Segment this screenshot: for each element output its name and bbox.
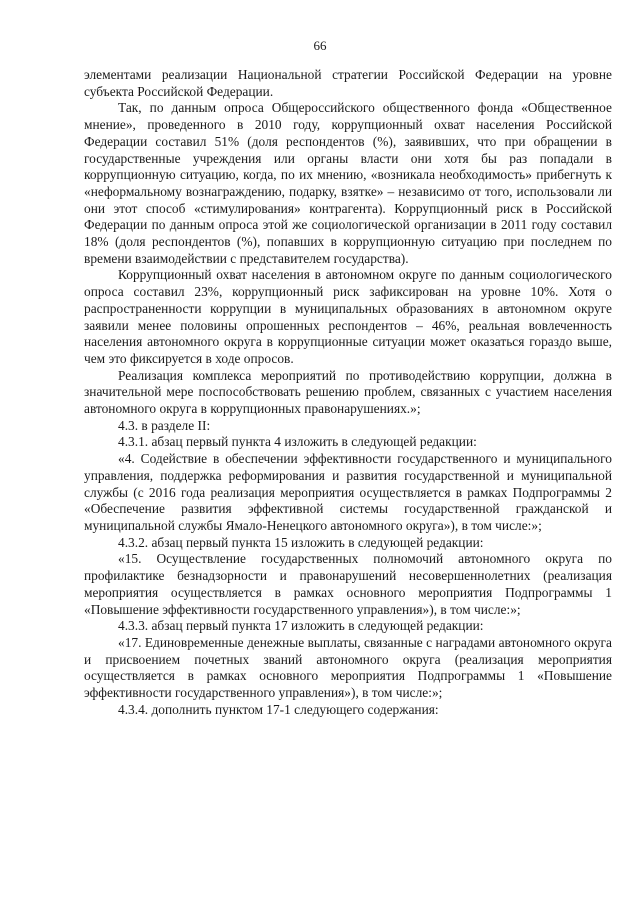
document-body (84, 67, 612, 718)
paragraph-section-4-3-3: 4.3.3. абзац первый пункта 17 изложить в следующей редакции: (118, 618, 484, 634)
paragraph-item-4-text: «4. Содействие в обеспечении эффективности государственного и муниципального управления, поддержка реформирования и развития государственной и муниципальной службы (с 2016 года реализация мероприятия осуществляется в рамках Подпрограммы 2 «Обеспечение развития эффективной системы государственной гражданской и муниципальной службы Ямало-Ненецкого автономного округа»), в том числе:»; (84, 451, 612, 533)
paragraph-strategy-continuation: элементами реализации Национальной стратегии Российской Федерации на уровне субъекта Российской Федерации. (84, 67, 612, 99)
paragraph-measures-implementation: Реализация комплекса мероприятий по противодействию коррупции, должна в значительной мере поспособствовать решению проблем, связанных с участием населения автономного округа в коррупционных правонарушениях.»; (84, 367, 612, 417)
paragraph-corruption-survey-2010: Так, по данным опроса Общероссийского общественного фонда «Общественное мнение», проведенного в 2010 году, коррупционный охват населения Российской Федерации составил 51% (доля респондентов (%), заявивших, что при обращении в государственные учреждения или органы власти они хотя бы раз попадали в коррупционную ситуацию, когда, по их мнению, «возникала необходимость» прибегнуть к «неформальному вознаграждению, подарку, взятке» – независимо от того, использовали ли они этот способ «стимулирования» контрагента). Коррупционный риск в Российской Федерации по данным опроса этой же социологической организации в 2011 году составил 18% (доля респондентов (%), попавших в коррупционную ситуацию при последнем по времени взаимодействии с представителем государства). (84, 100, 612, 266)
paragraph-section-4-3-1: 4.3.1. абзац первый пункта 4 изложить в следующей редакции: (118, 434, 477, 450)
paragraph-section-4-3-4: 4.3.4. дополнить пунктом 17-1 следующего содержания: (118, 701, 439, 717)
paragraph-section-4-3: 4.3. в разделе II: (118, 417, 211, 433)
paragraph-autonomous-okrug-survey: Коррупционный охват населения в автономном округе по данным социологического опроса составил 23%, коррупционный риск зафиксирован на уровне 10%. Хотя о распространенности коррупции в муниципальных образованиях в автономном округе заявили менее половины опрошенных респондентов – 46%, реальная вовлеченность населения автономного округа в коррупционные ситуации может оказаться гораздо выше, чем это фиксируется в ходе опросов. (84, 267, 612, 366)
paragraph-item-17-text: «17. Единовременные денежные выплаты, связанные с наградами автономного округа и присвоением почетных званий автономного округа (реализация мероприятия осуществляется в рамках основного мероприятия Подпрограммы 1 «Повышение эффективности государственного управления»), в том числе:»; (84, 634, 612, 701)
paragraph-section-4-3-2: 4.3.2. абзац первый пункта 15 изложить в следующей редакции: (118, 534, 484, 550)
page-number: 66 (313, 38, 327, 53)
paragraph-item-15-text: «15. Осуществление государственных полномочий автономного округа по профилактике безнадзорности и правонарушений несовершеннолетних (реализация мероприятия осуществляется в рамках основного мероприятия Подпрограммы 1 «Повышение эффективности государственного управления»), в том числе:»; (84, 551, 612, 617)
